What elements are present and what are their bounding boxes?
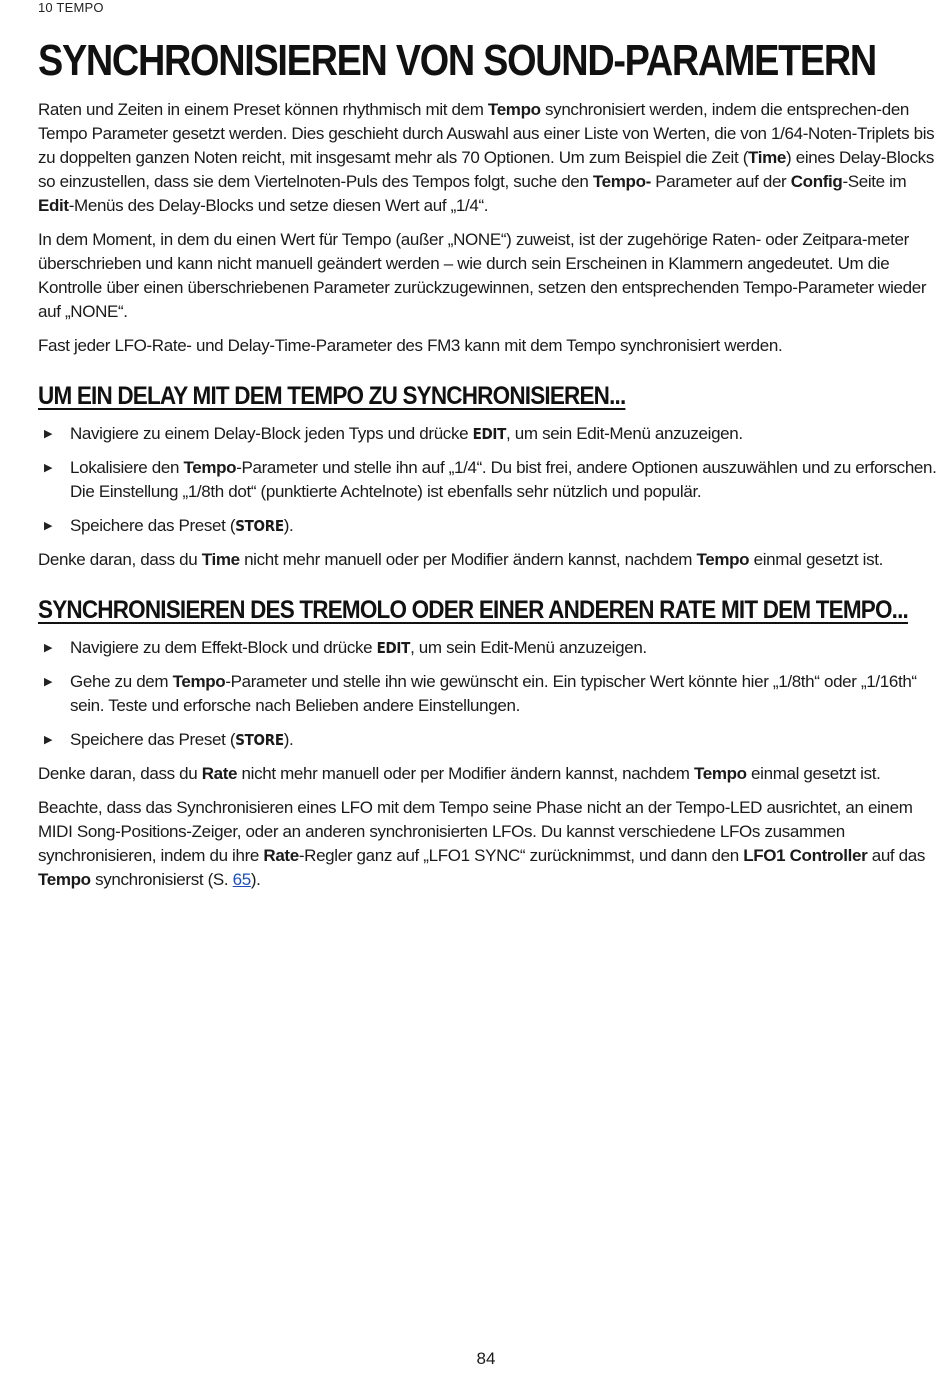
list-item [38,636,938,660]
text-run: ). [250,870,261,889]
bold-term: Tempo [696,550,750,569]
intro-paragraph-2 [38,228,938,324]
text-run: nicht mehr manuell oder per Modifier ändern kannst, nachdem [237,764,694,783]
triangle-right-icon: ▶ [44,642,53,654]
text-run: -Regler ganz auf „LFO1 SYNC“ zurücknimmst, und dann den [298,846,744,865]
bold-term: Rate [263,846,299,865]
bold-term: Tempo- [592,172,651,191]
intro-paragraph-1 [38,98,938,218]
text-run: Speichere das Preset ( [70,516,236,535]
step-text [70,672,917,715]
text-run: einmal gesetzt ist. [746,764,881,783]
triangle-right-icon: ▶ [44,520,53,532]
page-number: 84 [476,1349,496,1368]
text-run: -Parameter und stelle ihn wie gewünscht ein. Ein typischer Wert könnte hier „1/8th“ oder „1/16th“ sein. Teste und erforsche nach Belieben andere Einstellungen. [70,672,917,715]
section-heading-tremolo: SYNCHRONISIEREN DES TREMOLO ODER EINER ANDEREN RATE MIT DEM TEMPO... [38,596,908,624]
bold-term: Time [748,148,787,167]
button-label: STORE [235,517,284,535]
intro-paragraph-3 [38,334,938,358]
step-text [70,458,937,501]
text-run: -Seite im [842,172,907,191]
button-label: EDIT [472,425,507,443]
text-run: synchronisiert werden, indem die entsprechen-den Tempo Parameter gesetzt werden. Dies geschieht durch Auswahl aus einer Liste von Werten, die von 1/64-Noten-Triplets bis zu doppelten ganzen Noten reicht, mit insgesamt mehr als 70 Optionen. Um zum Beispiel die Zeit ( [38,100,935,167]
text-run: -Menüs des Delay-Blocks und setze diesen Wert auf „1/4“. [68,196,489,215]
step-text [70,516,293,535]
text-run: ) eines Delay-Blocks so einzustellen, dass sie dem Viertelnoten-Puls des Tempos folgt, suche den [38,148,934,191]
text-run: Denke daran, dass du [38,764,202,783]
bold-term: Rate [201,764,238,783]
text-run: In dem Moment, in dem du einen Wert für Tempo (außer „NONE“) zuweist, ist der zugehörige Raten- oder Zeitpara-meter überschrieben und kann nicht manuell geändert werden – wie durch sein Erscheinen in Klammern angedeutet. Um die Kontrolle über einen überschriebenen Parameter zurückzugewinnen, setzen den entsprechenden Tempo-Parameter wieder auf „NONE“. [38,230,927,321]
page-title: SYNCHRONISIEREN VON SOUND-PARAMETERN [38,36,876,85]
bold-term: Tempo [183,458,237,477]
text-run: Denke daran, dass du [38,550,202,569]
bold-term: Tempo [487,100,541,119]
text-run: synchronisierst (S. [90,870,233,889]
text-run: Gehe zu dem [70,672,173,691]
step-text [70,424,743,443]
triangle-right-icon: ▶ [44,462,53,474]
text-run: ). [283,516,294,535]
bold-term: Config [790,172,843,191]
bold-term: Tempo [172,672,226,691]
triangle-right-icon: ▶ [44,428,53,440]
tremolo-note [38,762,938,786]
bold-term: Tempo [38,870,91,889]
delay-note [38,548,938,572]
text-run: Speichere das Preset ( [70,730,236,749]
step-text [70,730,293,749]
bold-term: Edit [38,196,69,215]
section-heading-delay: UM EIN DELAY MIT DEM TEMPO ZU SYNCHRONISIEREN... [38,382,626,410]
text-run: Beachte, dass das Synchronisieren eines LFO mit dem Tempo seine Phase nicht an der Tempo-LED ausrichtet, an einem MIDI Song-Positions-Zeiger, oder an anderen synchronisierten LFOs. Du kannst verschiedene LFOs zusammen synchronisieren, indem du ihre [38,798,913,865]
list-item [38,456,938,504]
bold-term: Time [201,550,240,569]
text-run: einmal gesetzt ist. [749,550,884,569]
bold-term: Tempo [693,764,747,783]
text-run: auf das [867,846,926,865]
bold-term: LFO1 Controller [743,846,868,865]
triangle-right-icon: ▶ [44,734,53,746]
running-head: 10 TEMPO [38,0,104,15]
text-run: Parameter auf der [650,172,791,191]
button-label: EDIT [376,639,411,657]
delay-steps-list [38,422,938,538]
text-run: Fast jeder LFO-Rate- und Delay-Time-Parameter des FM3 kann mit dem Tempo synchronisiert werden. [38,336,783,355]
text-run: nicht mehr manuell oder per Modifier ändern kannst, nachdem [239,550,697,569]
page-link[interactable]: 65 [232,870,251,889]
text-run: ). [283,730,294,749]
text-run: Navigiere zu einem Delay-Block jeden Typs und drücke [70,424,473,443]
button-label: STORE [235,731,284,749]
text-run: Navigiere zu dem Effekt-Block und drücke [70,638,377,657]
page-content [38,98,938,902]
text-run: Raten und Zeiten in einem Preset können rhythmisch mit dem [38,100,488,119]
text-run: Lokalisiere den [70,458,184,477]
triangle-right-icon: ▶ [44,676,53,688]
list-item [38,514,938,538]
text-run: , um sein Edit-Menü anzuzeigen. [506,424,743,443]
text-run: -Parameter und stelle ihn auf „1/4“. Du bist frei, andere Optionen auszuwählen und zu erforschen. Die Einstellung „1/8th dot“ (punktierte Achtelnote) ist ebenfalls sehr nützlich und populär. [70,458,937,501]
list-item [38,728,938,752]
closing-paragraph [38,796,938,892]
list-item [38,670,938,718]
text-run: , um sein Edit-Menü anzuzeigen. [410,638,647,657]
list-item [38,422,938,446]
tremolo-steps-list [38,636,938,752]
step-text [70,638,647,657]
